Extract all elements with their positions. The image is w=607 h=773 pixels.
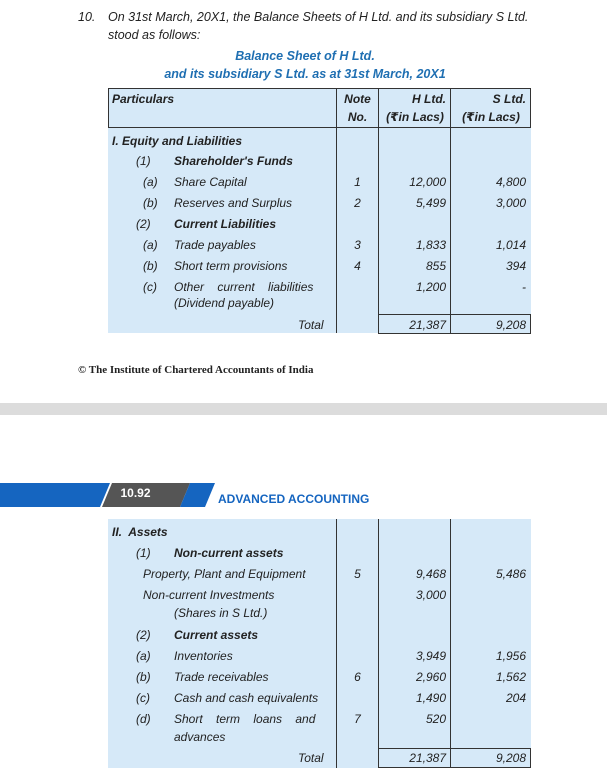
header-note-no: No. (347, 110, 368, 124)
row-num: (a) (136, 649, 151, 663)
row-s-value: 204 (505, 691, 526, 705)
row-label: Non-current assets (174, 546, 284, 560)
row-num: (a) (143, 238, 158, 252)
row-h-value: 2,960 (415, 670, 446, 684)
row-h-value: 12,000 (409, 175, 446, 189)
row-s-value: 1,562 (495, 670, 526, 684)
row-note: 6 (354, 670, 361, 684)
row-h-value: 3,000 (415, 588, 446, 602)
row-label: Short term loans and (174, 712, 316, 726)
total-s-value: 9,208 (495, 751, 526, 765)
row-label-continued: advances (174, 730, 226, 744)
total-h-value: 21,387 (409, 751, 446, 765)
row-label: Current Liabilities (174, 217, 277, 231)
row-num: (1) (136, 154, 151, 168)
row-num: (d) (136, 712, 151, 726)
header-h-unit: (₹in Lacs) (386, 110, 444, 124)
balance-sheet-part-2 (108, 519, 531, 768)
total-h-value: 21,387 (409, 318, 446, 332)
row-label: Trade payables (174, 238, 256, 252)
row-label: Inventories (174, 649, 233, 663)
row-label: Property, Plant and Equipment (143, 567, 306, 581)
row-label: Non-current Investments (143, 588, 275, 602)
question-number: 10. (78, 10, 96, 24)
row-note: 4 (354, 259, 361, 273)
row-h-value: 3,949 (415, 649, 446, 663)
balance-sheet-part-1 (108, 88, 531, 333)
row-label: Current assets (174, 628, 259, 642)
page-number: 10.92 (120, 486, 151, 500)
row-num: (b) (143, 259, 158, 273)
question-line-1: On 31st March, 20X1, the Balance Sheets of H Ltd. and its subsidiary S Ltd. (108, 10, 529, 24)
header-note: Note (344, 92, 371, 106)
row-num: (2) (136, 628, 151, 642)
row-num: (a) (143, 175, 158, 189)
row-label: Cash and cash equivalents (174, 691, 319, 705)
row-h-value: 1,833 (415, 238, 446, 252)
row-label: Trade receivables (174, 670, 269, 684)
row-num: (c) (143, 280, 157, 294)
book-title: ADVANCED ACCOUNTING (218, 492, 370, 506)
row-s-value: 394 (505, 259, 526, 273)
row-note: 7 (354, 712, 361, 726)
row-note: 1 (354, 175, 361, 189)
row-h-value: 1,200 (415, 280, 446, 294)
row-s-value: 1,956 (495, 649, 526, 663)
row-num: (1) (136, 546, 151, 560)
row-note: 5 (354, 567, 361, 581)
row-s-value: 3,000 (495, 196, 526, 210)
copyright-text: © The Institute of Chartered Accountants of India (78, 364, 314, 376)
row-label: Share Capital (174, 175, 247, 189)
row-s-value: 1,014 (495, 238, 526, 252)
row-label-continued: (Dividend payable) (174, 296, 275, 310)
row-num: (2) (136, 217, 151, 231)
row-num: (b) (136, 670, 151, 684)
sheet-title-1: Balance Sheet of H Ltd. (235, 49, 375, 63)
section-assets: II. Assets (112, 525, 168, 539)
row-h-value: 1,490 (415, 691, 446, 705)
total-label: Total (298, 318, 324, 332)
header-s-unit: (₹in Lacs) (462, 110, 520, 124)
header-particulars: Particulars (112, 92, 175, 106)
total-s-value: 9,208 (495, 318, 526, 332)
row-h-value: 855 (425, 259, 446, 273)
row-num: (b) (143, 196, 158, 210)
row-s-value: - (522, 280, 526, 294)
sheet-title-2: and its subsidiary S Ltd. as at 31st March, 20X1 (164, 67, 446, 81)
row-label: Shareholder's Funds (174, 154, 293, 168)
row-s-value: 5,486 (495, 567, 526, 581)
row-note: 2 (354, 196, 361, 210)
header-s-ltd: S Ltd. (492, 92, 526, 106)
total-label: Total (298, 751, 324, 765)
header-h-ltd: H Ltd. (412, 92, 446, 106)
row-label: (Shares in S Ltd.) (174, 606, 268, 620)
section-equity-liabilities: I. Equity and Liabilities (112, 134, 243, 148)
row-h-value: 9,468 (415, 567, 446, 581)
row-label: Other current liabilities (174, 280, 314, 294)
row-s-value: 4,800 (495, 175, 526, 189)
row-h-value: 520 (425, 712, 446, 726)
question-line-2: stood as follows: (108, 28, 201, 42)
row-num: (c) (136, 691, 150, 705)
row-label: Short term provisions (174, 259, 288, 273)
row-h-value: 5,499 (415, 196, 446, 210)
row-note: 3 (354, 238, 361, 252)
row-label: Reserves and Surplus (174, 196, 293, 210)
page-break-band (0, 403, 607, 415)
